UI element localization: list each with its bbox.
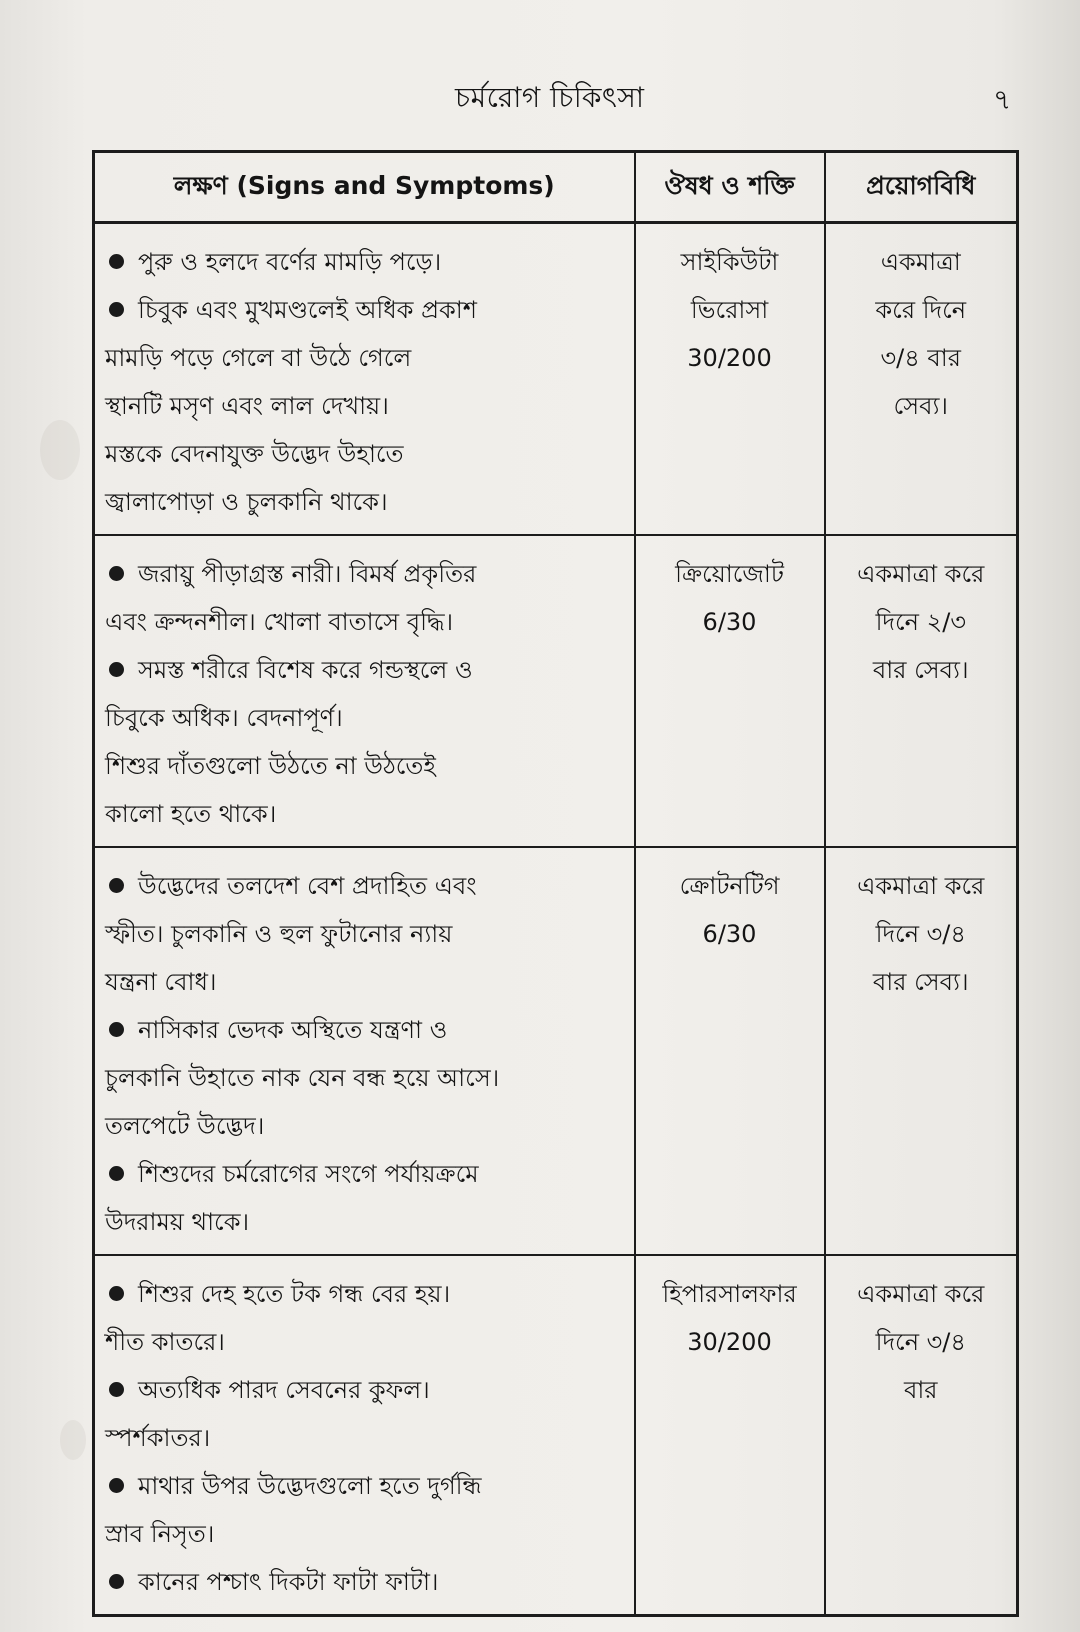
treatment-table xyxy=(92,150,1019,1617)
symptom-line: তলপেটে উদ্ভেদ। xyxy=(105,1112,265,1140)
page-number: ৭ xyxy=(993,83,1012,116)
header-dosage: প্রয়োগবিধি xyxy=(825,152,1018,223)
symptom-bullet-line: অত্যধিক পারদ সেবনের কুফল। xyxy=(105,1366,626,1414)
page-title: চর্মরোগ চিকিৎসা xyxy=(455,81,645,114)
symptom-line: উদরাময় থাকে। xyxy=(105,1208,250,1236)
symptom-line: শীত কাতরে। xyxy=(105,1328,225,1356)
table-header-row xyxy=(94,152,1018,223)
symptom-bullet-line: চিবুক এবং মুখমণ্ডলেই অধিক প্রকাশ xyxy=(105,286,626,334)
medicine-line: ক্রিয়োজোট xyxy=(675,560,784,588)
medicine-line: 30/200 xyxy=(687,1328,772,1356)
medicine-cell xyxy=(635,1255,825,1616)
dosage-line: একমাত্রা করে xyxy=(857,560,985,588)
dosage-cell xyxy=(825,223,1018,536)
dosage-cell xyxy=(825,1255,1018,1616)
dosage-line: ৩/৪ বার xyxy=(880,344,961,372)
dosage-line: একমাত্রা করে xyxy=(857,1280,985,1308)
table-row xyxy=(94,847,1018,1255)
dosage-line: একমাত্রা xyxy=(880,248,961,276)
medicine-line: 30/200 xyxy=(687,344,772,372)
medicine-cell xyxy=(635,535,825,847)
symptoms-cell xyxy=(94,535,635,847)
symptom-bullet-line: নাসিকার ভেদক অস্থিতে যন্ত্রণা ও xyxy=(105,1006,626,1054)
table-row xyxy=(94,535,1018,847)
header-symptoms: লক্ষণ (Signs and Symptoms) xyxy=(94,152,635,223)
symptom-line: যন্ত্রনা বোধ। xyxy=(105,968,217,996)
dosage-line: দিনে ৩/৪ xyxy=(875,920,966,948)
dosage-line: বার xyxy=(903,1376,938,1404)
medicine-cell xyxy=(635,223,825,536)
symptom-bullet-line: জরায়ু পীড়াগ্রস্ত নারী। বিমর্ষ প্রকৃতির xyxy=(105,550,626,598)
symptom-line: এবং ক্রন্দনশীল। খোলা বাতাসে বৃদ্ধি। xyxy=(105,608,454,636)
symptom-line: কালো হতে থাকে। xyxy=(105,800,277,828)
symptom-bullet-line: সমস্ত শরীরে বিশেষ করে গন্ডস্থলে ও xyxy=(105,646,626,694)
symptoms-cell xyxy=(94,847,635,1255)
dosage-cell xyxy=(825,535,1018,847)
medicine-line: ক্রোটনটিগ xyxy=(679,872,780,900)
medicine-line: ভিরোসা xyxy=(690,296,769,324)
medicine-line: সাইকিউটা xyxy=(680,248,779,276)
symptom-bullet-line: মাথার উপর উদ্ভেদগুলো হতে দুর্গন্ধি xyxy=(105,1462,626,1510)
dosage-line: বার সেব্য। xyxy=(872,656,969,684)
medicine-line: 6/30 xyxy=(702,920,757,948)
table-body xyxy=(94,223,1018,1616)
dosage-line: একমাত্রা করে xyxy=(857,872,985,900)
symptom-bullet-line: পুরু ও হলদে বর্ণের মামড়ি পড়ে। xyxy=(105,238,626,286)
symptoms-cell xyxy=(94,223,635,536)
symptom-line: শিশুর দাঁতগুলো উঠতে না উঠতেই xyxy=(105,752,436,780)
dosage-line: দিনে ৩/৪ xyxy=(875,1328,966,1356)
symptom-line: স্রাব নিসৃত। xyxy=(105,1520,215,1548)
running-head xyxy=(0,76,1080,120)
symptom-line: মস্তকে বেদনাযুক্ত উদ্ভেদ উহাতে xyxy=(105,440,404,468)
symptoms-cell xyxy=(94,1255,635,1616)
dosage-cell xyxy=(825,847,1018,1255)
symptom-line: চুলকানি উহাতে নাক যেন বন্ধ হয়ে আসে। xyxy=(105,1064,500,1092)
symptom-line: স্পর্শকাতর। xyxy=(105,1424,211,1452)
dosage-line: করে দিনে xyxy=(875,296,967,324)
medicine-line: হিপারসালফার xyxy=(662,1280,797,1308)
symptom-line: মামড়ি পড়ে গেলে বা উঠে গেলে xyxy=(105,344,412,372)
dosage-line: দিনে ২/৩ xyxy=(875,608,966,636)
symptom-bullet-line: কানের পশ্চাৎ দিকটা ফাটা ফাটা। xyxy=(105,1558,626,1606)
paper-smudge xyxy=(60,1420,86,1460)
dosage-line: সেব্য। xyxy=(893,392,948,420)
medicine-line: 6/30 xyxy=(702,608,757,636)
dosage-line: বার সেব্য। xyxy=(872,968,969,996)
symptom-bullet-line: শিশুদের চর্মরোগের সংগে পর্যায়ক্রমে xyxy=(105,1150,626,1198)
symptom-line: চিবুকে অধিক। বেদনাপূর্ণ। xyxy=(105,704,343,732)
medicine-cell xyxy=(635,847,825,1255)
symptom-bullet-line: শিশুর দেহ হতে টক গন্ধ বের হয়। xyxy=(105,1270,626,1318)
symptom-bullet-line: উদ্ভেদের তলদেশ বেশ প্রদাহিত এবং xyxy=(105,862,626,910)
header-medicine: ঔষধ ও শক্তি xyxy=(635,152,825,223)
symptom-line: জ্বালাপোড়া ও চুলকানি থাকে। xyxy=(105,488,388,516)
symptom-line: স্ফীত। চুলকানি ও হুল ফুটানোর ন্যায় xyxy=(105,920,453,948)
table-row xyxy=(94,223,1018,536)
table-row xyxy=(94,1255,1018,1616)
paper-smudge xyxy=(40,420,80,480)
symptom-line: স্থানটি মসৃণ এবং লাল দেখায়। xyxy=(105,392,389,420)
